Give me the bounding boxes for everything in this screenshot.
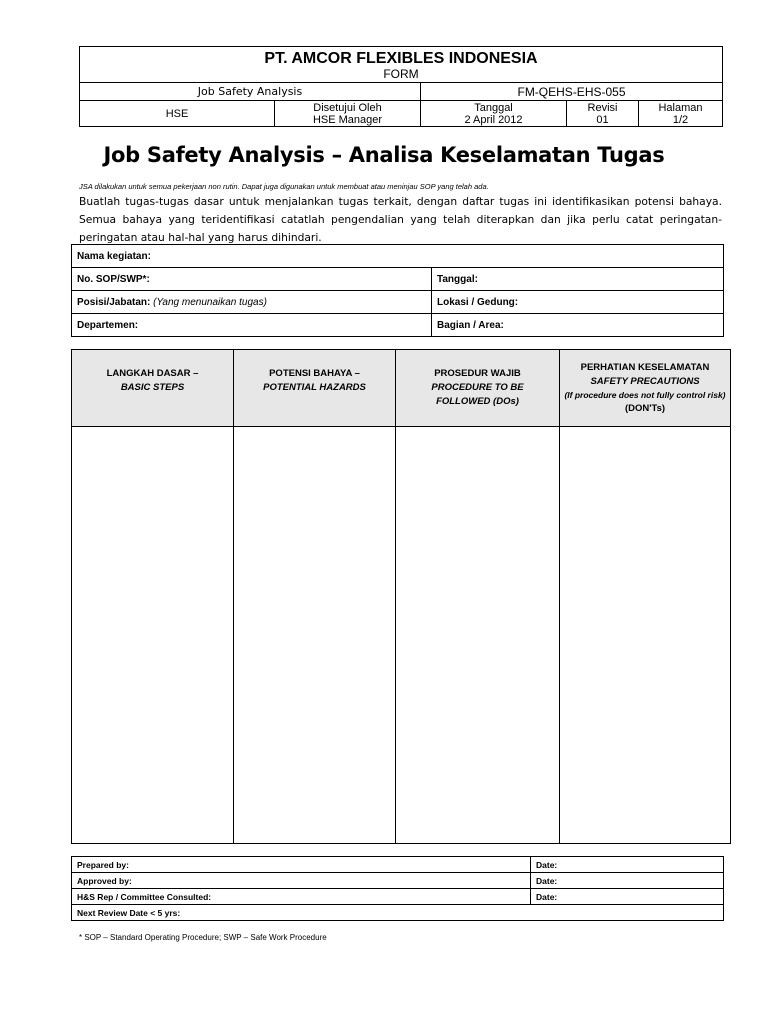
precautions-sub2: (DON'Ts) — [624, 402, 666, 414]
info-date-label: Tanggal: — [437, 273, 478, 285]
precautions-header — [560, 350, 731, 427]
jsa-note: JSA dilakukan untuk semua pekerjaan non rutin. Dapat juga digunakan untuk membuat atau meninjau SOP yang telah ada. — [79, 182, 489, 191]
next-review-field[interactable]: Next Review Date < 5 yrs: — [72, 905, 724, 921]
basic-steps-cell[interactable] — [72, 427, 234, 844]
revision-label: Revisi — [587, 101, 618, 114]
signoff-table — [71, 856, 724, 921]
section-field[interactable] — [432, 314, 724, 337]
prepared-by-field[interactable]: Prepared by: — [72, 857, 531, 873]
approved-by-field[interactable]: Approved by: — [72, 873, 531, 889]
location-label: Lokasi / Gedung: — [437, 296, 519, 308]
procedure-header — [396, 350, 560, 427]
page-value: 1/2 — [672, 113, 689, 126]
sop-swp-label: No. SOP/SWP*: — [77, 273, 150, 285]
jsa-steps-table — [71, 349, 731, 844]
hazards-title: POTENSI BAHAYA – — [269, 368, 360, 379]
precautions-note: (If procedure does not fully control risk) — [564, 389, 726, 400]
section-label: Bagian / Area: — [437, 319, 504, 331]
date-label: Tanggal — [474, 101, 513, 114]
revision-cell — [567, 101, 639, 127]
form-code: FM-QEHS-EHS-055 — [421, 83, 723, 101]
date-cell — [421, 101, 567, 127]
hazards-sub: POTENTIAL HAZARDS — [263, 382, 366, 393]
procedure-sub2: FOLLOWED (DOs) — [436, 396, 519, 407]
procedure-sub: PROCEDURE TO BE — [431, 382, 524, 393]
page-cell — [639, 101, 723, 127]
approved-by-value: HSE Manager — [312, 113, 383, 126]
location-field[interactable] — [432, 291, 724, 314]
precautions-title: PERHATIAN KESELAMATAN — [580, 361, 710, 373]
activity-info-table — [71, 244, 724, 337]
department-label: Departemen: — [77, 319, 139, 331]
intro-paragraph: Buatlah tugas-tugas dasar untuk menjalankan tugas terkait, dengan daftar tugas ini identifikasikan potensi bahaya. Semua bahaya yang teridentifikasi catatlah pengendalian yang telah diterapkan dan jika perlu catat peringatan-peringatan atau hal-hal yang harus dihindari. — [79, 195, 722, 244]
basic-steps-header — [72, 350, 234, 427]
approved-date-field[interactable]: Date: — [531, 873, 724, 889]
basic-steps-sub: BASIC STEPS — [120, 382, 185, 393]
sop-swp-field[interactable] — [72, 268, 432, 291]
precautions-sub: SAFETY PRECAUTIONS — [590, 375, 700, 387]
page-label: Halaman — [658, 101, 703, 114]
activity-name-label: Nama kegiatan: — [77, 250, 151, 262]
procedure-cell[interactable] — [396, 427, 560, 844]
info-date-field[interactable] — [432, 268, 724, 291]
department-code: HSE — [80, 101, 275, 127]
position-field[interactable] — [72, 291, 432, 314]
company-cell — [80, 47, 723, 83]
activity-name-field[interactable] — [72, 245, 724, 268]
position-hint: (Yang menunaikan tugas) — [153, 296, 267, 308]
basic-steps-title: LANGKAH DASAR – — [106, 368, 199, 379]
page-title: Job Safety Analysis – Analisa Keselamatan Tugas — [103, 143, 665, 167]
hs-rep-date-field[interactable]: Date: — [531, 889, 724, 905]
approval-cell — [275, 101, 421, 127]
company-name: PT. AMCOR FLEXIBLES INDONESIA — [264, 50, 538, 67]
hs-rep-field[interactable]: H&S Rep / Committee Consulted: — [72, 889, 531, 905]
hazards-cell[interactable] — [234, 427, 396, 844]
form-header-table — [79, 46, 723, 127]
procedure-title: PROSEDUR WAJIB — [434, 368, 521, 379]
prepared-date-field[interactable]: Date: — [531, 857, 724, 873]
department-field[interactable] — [72, 314, 432, 337]
footnote: * SOP – Standard Operating Procedure; SWP – Safe Work Procedure — [79, 933, 327, 942]
approved-by-label: Disetujui Oleh — [313, 101, 382, 114]
precautions-cell[interactable] — [560, 427, 731, 844]
position-label: Posisi/Jabatan: — [77, 296, 151, 308]
document-title: Job Safety Analysis — [80, 83, 421, 101]
revision-value: 01 — [596, 113, 609, 126]
hazards-header — [234, 350, 396, 427]
form-label: FORM — [383, 67, 419, 81]
date-value: 2 April 2012 — [464, 113, 523, 126]
